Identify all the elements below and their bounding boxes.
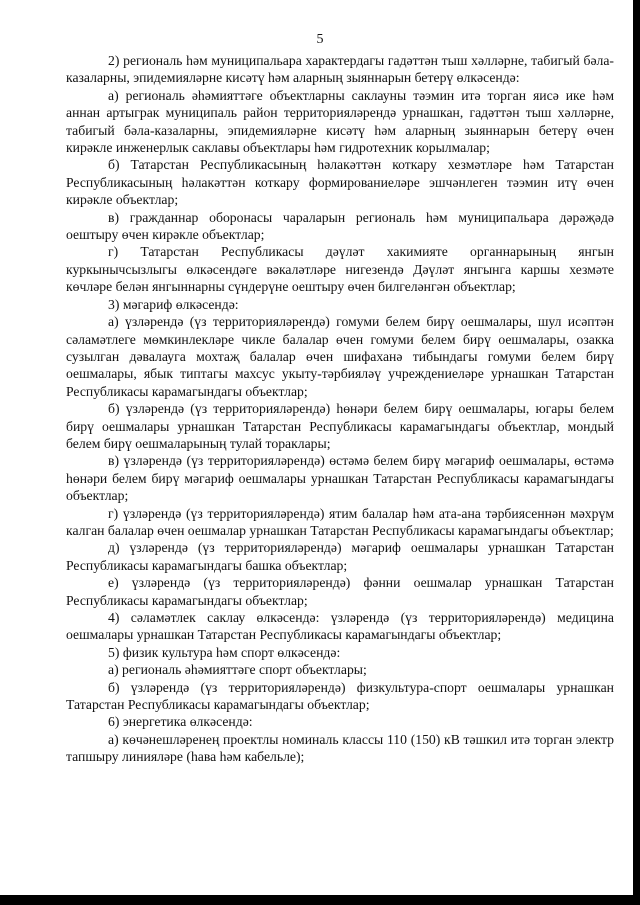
paragraph-4-health: 4) сәламәтлек саклау өлкәсендә: үзләрендә (үз территорияләрендә) медицина оешмалары урнашкан Татарстан Республикасы карамагындагы объектлар; [66, 610, 614, 643]
paragraph-3e: е) үзләрендә (үз территорияләрендә) фәнни оешмалар урнашкан Татарстан Республикасы карамагындагы объектлар; [66, 575, 614, 608]
paragraph-5-sport: 5) физик культура һәм спорт өлкәсендә: [108, 644, 341, 660]
paragraph-2a: а) региональ әһәмияттәге объектларны саклауны тәэмин итә торган яисә ике һәм аннан артыграк муниципаль район территорияләрендә урнашкан, гадәттән тыш хәлләрне, табигый бәла-казаларны, эпидемияләрне кисәтү һәм аларның зыяннарын бетерү өчен кирәкле инженерлык саклавы объектлары һәм гидротехник корылмалар; [66, 87, 614, 156]
scan-border-bottom [0, 895, 640, 905]
paragraph-6-energy: 6) энергетика өлкәсендә: [108, 714, 253, 730]
scan-border-right [633, 0, 640, 905]
paragraph-5a: а) региональ әһәмияттәге спорт объектлары; [108, 662, 367, 678]
paragraph-2g: г) Татарстан Республикасы дәүләт хакимияте органнарының янгын куркынычсызлыгы өлкәсендәге вәкаләтләре нигезендә Дәүләт янгынга каршы хезмәте көчләре белән янгыннарны сүндерүне оештыру өчен билгеләнгән объектлар; [66, 244, 614, 295]
page-number: 5 [316, 32, 324, 47]
document-body [66, 52, 614, 766]
paragraph-2b: б) Татарстан Республикасының һәлакәттән коткару хезмәтләре һәм Татарстан Республикасының һәлакәттән коткару формированиеләре эшчәнлеген тәэмин итү өчен кирәкле объектлар; [66, 157, 614, 208]
paragraph-3a: а) үзләрендә (үз территорияләрендә) гомуми белем бирү оешмалары, шул исәптән сәламәтлеге мөмкинлекләре чикле балалар өчен гомуми белем бирү оешмалары, озакка сузылган дәвалауга мохтаҗ балалар өчен шифаханә тибындагы гомуми белем бирү оешмалары, ябык типтагы махсус укыту-тәрбияләү учреждениеләре урнашкан Татарстан Республикасы карамагындагы объектлар; [66, 314, 614, 399]
paragraph-3b: б) үзләрендә (үз территорияләрендә) һөнәри белем бирү оешмалары, югары белем бирү оешмалары урнашкан Татарстан Республикасы карамагындагы объектлар, мондый белем бирү оешмаларының тулай торaклары; [66, 401, 614, 451]
paragraph-3-education: 3) мәгариф өлкәсендә: [108, 296, 239, 312]
paragraph-6a: а) көчәнешләренең проектлы номиналь классы 110 (150) кВ тәшкил итә торган электр тапшыру линияләре (һава һәм кабельле); [66, 731, 614, 765]
paragraph-2-emergencies: 2) региональ һәм муниципальара характердагы гадәттән тыш хәлләрне, табигый бәла-казаларны, эпидемияләрне кисәтү һәм аларның зыяннарын бетерү өлкәсендә: [66, 53, 614, 86]
paragraph-3v: в) үзләрендә (үз территорияләрендә) өстәмә белем бирү мәгариф оешмалары, өстәмә һөнәри белем бирү мәгариф оешмалары урнашкан Татарстан Республикасы карамагындагы объектлар; [66, 453, 614, 504]
paragraph-2v: в) гражданнар оборонасы чараларын региональ һәм муниципальара дәрәҗәдә оештыру өчен кирәкле объектлар; [66, 209, 614, 243]
paragraph-3g: г) үзләрендә (үз территорияләрендә) ятим балалар һәм ата-ана тәрбиясеннән мәхрүм калган балалар өчен оешмалар урнашкан Татарстан Республикасы карамагындагы объектлар; [66, 505, 614, 538]
paragraph-3d: д) үзләрендә (үз территорияләрендә) мәгариф оешмалары урнашкан Татарстан Республикасы карамагындагы башка объектлар; [66, 540, 614, 573]
paragraph-5b: б) үзләрендә (үз территорияләрендә) физкультура-спорт оешмалары урнашкан Татарстан Республикасы карамагындагы объектлар; [66, 679, 614, 713]
